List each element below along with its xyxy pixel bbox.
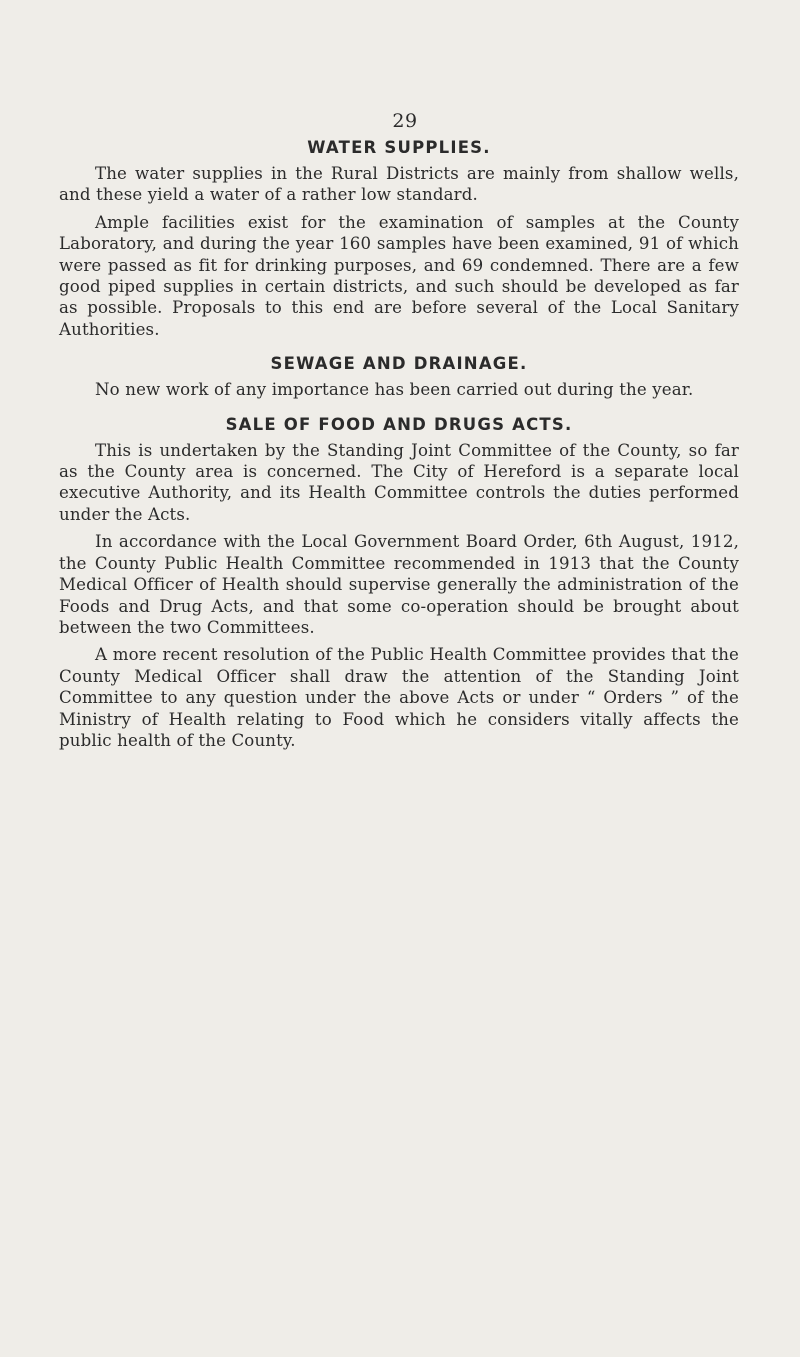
paragraph: Ample facilities exist for the examination of samples at the County Laboratory, and during the year 160 samples have been examined, 91 of which were passed as fit for drinking purposes, and 69 condemned. There are a few good piped supplies in certain districts, and such should be developed as far as possible. Proposals to this end are before several of the Local Sanitary Authorities.	[59, 212, 739, 339]
paragraph: In accordance with the Local Government Board Order, 6th August, 1912, the County Public Health Committee recommended in 1913 that the County Medical Officer of Health should supervise generally the administration of the Foods and Drug Acts, and that some co-operation should be brought about between the two Committees.	[59, 532, 739, 637]
section-heading-water-supplies: WATER SUPPLIES.	[307, 138, 491, 157]
section-heading-sewage-drainage: SEWAGE AND DRAINAGE.	[270, 354, 528, 374]
section-heading-food-drugs-acts: SALE OF FOOD AND DRUGS ACTS.	[225, 414, 573, 434]
section-sewage-drainage	[59, 354, 739, 400]
paragraph: A more recent resolution of the Public Health Committee provides that the County Medical Officer shall draw the attention of the Standing Joint Committee to any question under the above Acts or under “ Orders ” of the Ministry of Health relating to Food which he considers vitally affects the public health of the County.	[59, 645, 739, 750]
section-water-supplies	[59, 138, 739, 340]
page-number: 29	[392, 110, 418, 132]
document-page	[59, 110, 739, 757]
paragraph: The water supplies in the Rural Districts are mainly from shallow wells, and these yield a water of a rather low standard.	[59, 164, 739, 205]
section-food-drugs-acts	[59, 415, 739, 752]
paragraph: This is undertaken by the Standing Joint Committee of the County, so far as the County area is concerned. The City of Hereford is a separate local executive Authority, and its Health Committee controls the duties performed under the Acts.	[59, 440, 739, 524]
paragraph: No new work of any importance has been carried out during the year.	[95, 380, 694, 400]
